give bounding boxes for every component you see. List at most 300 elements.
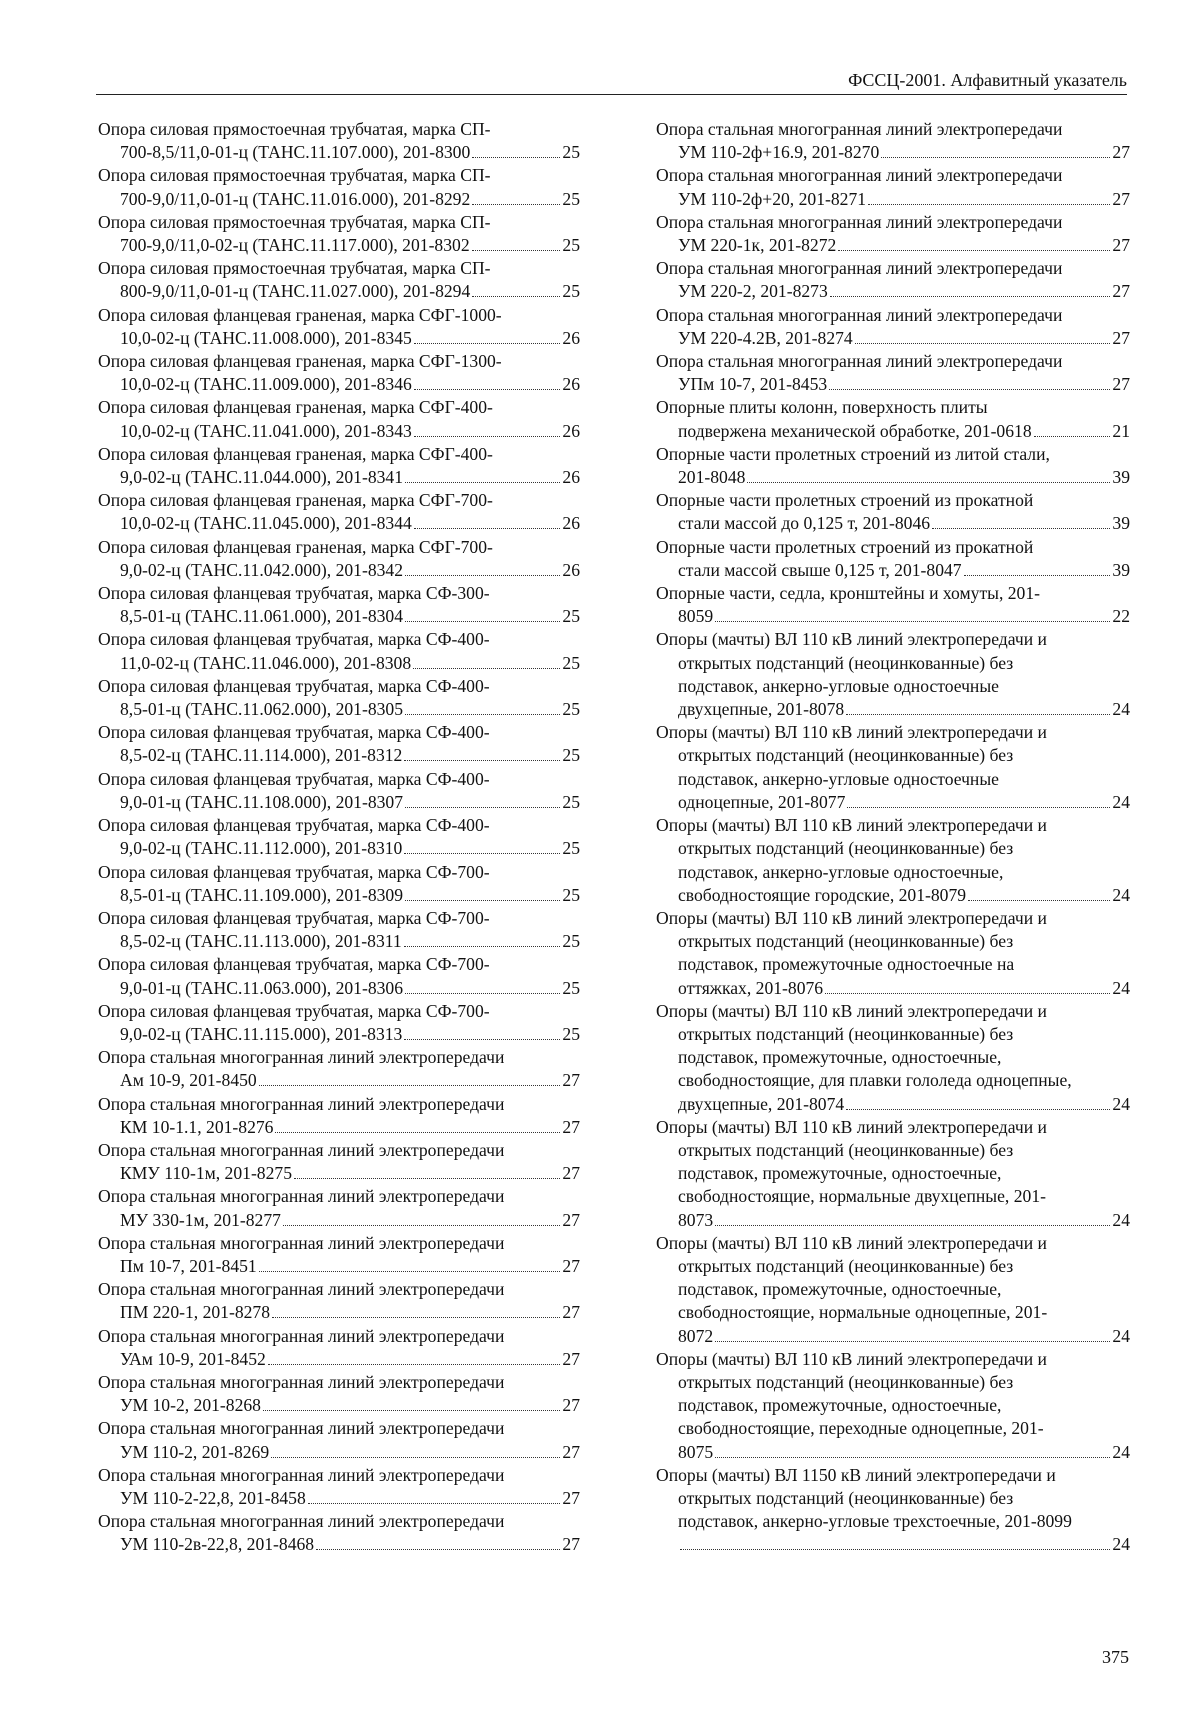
index-entry <box>98 675 580 721</box>
index-entry <box>98 628 580 674</box>
index-entry <box>656 814 1130 907</box>
entry-heading-line: Опора силовая фланцевая граненая, марка СФГ-700- <box>98 536 493 557</box>
dot-leader <box>275 1132 560 1133</box>
entry-continuation-line: свободностоящие, нормальные одноцепные, 201- <box>678 1302 1048 1323</box>
entry-reference: УМ 110-2ф+20, 201-8271 <box>678 188 867 209</box>
index-entry <box>98 304 580 350</box>
entry-page-number: 26 <box>562 374 580 395</box>
entry-reference: 800-9,0/11,0-01-ц (ТАНС.11.027.000), 201-8294 <box>120 281 471 302</box>
entry-page-number: 27 <box>562 1163 580 1184</box>
index-entry <box>656 1116 1130 1232</box>
dot-leader <box>404 946 561 947</box>
index-column-right <box>656 118 1130 1557</box>
dot-leader <box>830 296 1111 297</box>
entry-heading-line: Опорные части пролетных строений из прокатной <box>656 536 1034 557</box>
entry-heading-line: Опора силовая фланцевая трубчатая, марка СФ-400- <box>98 629 490 650</box>
entry-last-line <box>98 1533 580 1556</box>
entry-page-number: 27 <box>562 1302 580 1323</box>
entry-page-number: 27 <box>1112 235 1130 256</box>
entry-page-number: 26 <box>562 513 580 534</box>
dot-leader <box>294 1178 560 1179</box>
index-entry <box>98 1417 580 1463</box>
entry-reference: УМ 110-2, 201-8269 <box>120 1441 270 1462</box>
entry-heading-line: Опора силовая фланцевая граненая, марка СФГ-400- <box>98 397 493 418</box>
entry-page-number: 39 <box>1112 513 1130 534</box>
entry-continuation-line: открытых подстанций (неоцинкованные) без <box>678 1023 1014 1044</box>
entry-continuation-line: подставок, промежуточные, одностоечные, <box>678 1279 1002 1300</box>
entry-reference: УМ 10-2, 201-8268 <box>120 1395 261 1416</box>
entry-reference: УАм 10-9, 201-8452 <box>120 1348 266 1369</box>
entry-reference: 700-9,0/11,0-02-ц (ТАНС.11.117.000), 201-8302 <box>120 235 470 256</box>
entry-page-number: 25 <box>562 606 580 627</box>
index-entry <box>656 536 1130 582</box>
index-entry <box>98 1093 580 1139</box>
entry-heading-line: Опора силовая фланцевая трубчатая, марка СФ-700- <box>98 907 490 928</box>
index-entry <box>98 582 580 628</box>
entry-last-line <box>656 1325 1130 1348</box>
entry-reference: УМ 110-2в-22,8, 201-8468 <box>120 1534 315 1555</box>
entry-reference: УМ 220-4.2В, 201-8274 <box>678 327 853 348</box>
entry-last-line <box>98 1162 580 1185</box>
entry-reference: 10,0-02-ц (ТАНС.11.009.000), 201-8346 <box>120 374 412 395</box>
index-entry <box>656 628 1130 721</box>
entry-heading-line: Опора стальная многогранная линий электропередачи <box>98 1464 505 1485</box>
dot-leader <box>715 1341 1110 1342</box>
entry-heading-line: Опора стальная многогранная линий электропередачи <box>98 1139 505 1160</box>
entry-heading-line: Опора силовая прямостоечная трубчатая, марка СП- <box>98 211 491 232</box>
entry-page-number: 24 <box>1112 884 1130 905</box>
entry-heading-line: Опора силовая фланцевая трубчатая, марка СФ-700- <box>98 1000 490 1021</box>
entry-last-line <box>98 420 580 443</box>
index-entry <box>98 211 580 257</box>
entry-reference: 8059 <box>678 606 714 627</box>
entry-last-line <box>98 698 580 721</box>
entry-continuation-line: подставок, анкерно-угловые одностоечные, <box>678 861 1004 882</box>
entry-reference: УМ 220-1к, 201-8272 <box>678 235 837 256</box>
index-entry <box>98 953 580 999</box>
index-entry <box>656 1464 1130 1557</box>
entry-heading-line: Опорные плиты колонн, поверхность плиты <box>656 397 988 418</box>
entry-last-line <box>98 652 580 675</box>
entry-reference: УПм 10-7, 201-8453 <box>678 374 828 395</box>
entry-page-number: 27 <box>562 1441 580 1462</box>
entry-page-number: 25 <box>562 745 580 766</box>
entry-last-line <box>98 466 580 489</box>
entry-reference: 9,0-01-ц (ТАНС.11.063.000), 201-8306 <box>120 977 404 998</box>
entry-last-line <box>98 1023 580 1046</box>
entry-last-line <box>98 977 580 1000</box>
dot-leader <box>263 1410 560 1411</box>
entry-heading-line: Опорные части пролетных строений из литой стали, <box>656 443 1050 464</box>
entry-last-line <box>98 1394 580 1417</box>
entry-last-line <box>656 605 1130 628</box>
entry-page-number: 26 <box>562 467 580 488</box>
index-entry <box>98 350 580 396</box>
dot-leader <box>847 807 1110 808</box>
entry-last-line <box>98 1441 580 1464</box>
dot-leader <box>868 204 1110 205</box>
entry-continuation-line: открытых подстанций (неоцинкованные) без <box>678 1487 1014 1508</box>
entry-page-number: 25 <box>562 1023 580 1044</box>
entry-last-line <box>98 1255 580 1278</box>
entry-last-line <box>98 1348 580 1371</box>
entry-heading-line: Опора стальная многогранная линий электропередачи <box>98 1371 505 1392</box>
entry-heading-line: Опора силовая фланцевая граненая, марка СФГ-1000- <box>98 304 502 325</box>
entry-last-line <box>98 327 580 350</box>
index-entry <box>656 164 1130 210</box>
dot-leader <box>316 1549 560 1550</box>
entry-heading-line: Опора силовая фланцевая граненая, марка СФГ-1300- <box>98 351 502 372</box>
entry-reference: 8,5-02-ц (ТАНС.11.113.000), 201-8311 <box>120 931 402 952</box>
entry-heading-line: Опора стальная многогранная линий электропередачи <box>98 1186 505 1207</box>
entry-heading-line: Опоры (мачты) ВЛ 110 кВ линий электропередачи и <box>656 722 1047 743</box>
entry-page-number: 27 <box>1112 188 1130 209</box>
entry-last-line <box>656 512 1130 535</box>
entry-last-line <box>98 930 580 953</box>
entry-page-number: 24 <box>1112 1441 1130 1462</box>
entry-reference: двухцепные, 201-8074 <box>678 1093 845 1114</box>
dot-leader <box>968 900 1110 901</box>
entry-last-line <box>98 188 580 211</box>
entry-page-number: 25 <box>562 884 580 905</box>
entry-last-line <box>656 1093 1130 1116</box>
entry-reference: 201-8048 <box>678 467 746 488</box>
dot-leader <box>404 853 560 854</box>
entry-heading-line: Опора стальная многогранная линий электропередачи <box>98 1511 505 1532</box>
entry-heading-line: Опора стальная многогранная линий электропередачи <box>656 119 1063 139</box>
entry-reference: 9,0-02-ц (ТАНС.11.042.000), 201-8342 <box>120 559 404 580</box>
entry-reference: УМ 110-2ф+16.9, 201-8270 <box>678 142 880 163</box>
entry-continuation-line: открытых подстанций (неоцинкованные) без <box>678 745 1014 766</box>
dot-leader <box>405 807 560 808</box>
index-entry <box>98 164 580 210</box>
entry-reference: ПМ 220-1, 201-8278 <box>120 1302 271 1323</box>
entry-last-line <box>656 1441 1130 1464</box>
dot-leader <box>413 668 560 669</box>
dot-leader <box>472 157 560 158</box>
entry-page-number: 39 <box>1112 559 1130 580</box>
entry-last-line <box>98 234 580 257</box>
entry-heading-line: Опора стальная многогранная линий электропередачи <box>98 1232 505 1253</box>
entry-reference: двухцепные, 201-8078 <box>678 699 845 720</box>
dot-leader <box>259 1085 561 1086</box>
dot-leader <box>680 1549 1110 1550</box>
index-entry <box>656 489 1130 535</box>
index-entry <box>656 211 1130 257</box>
entry-reference: Пм 10-7, 201-8451 <box>120 1255 257 1276</box>
entry-reference: оттяжках, 201-8076 <box>678 977 824 998</box>
entry-reference: 8075 <box>678 1441 714 1462</box>
entry-last-line <box>656 280 1130 303</box>
entry-last-line <box>656 559 1130 582</box>
entry-page-number: 27 <box>1112 281 1130 302</box>
dot-leader <box>715 621 1110 622</box>
entry-continuation-line: свободностоящие, для плавки гололеда одноцепные, <box>678 1070 1072 1091</box>
entry-heading-line: Опора силовая прямостоечная трубчатая, марка СП- <box>98 119 491 139</box>
entry-last-line <box>656 420 1130 443</box>
index-entry <box>98 1325 580 1371</box>
entry-page-number: 21 <box>1112 420 1130 441</box>
entry-last-line <box>98 1209 580 1232</box>
entry-last-line <box>98 884 580 907</box>
entry-page-number: 25 <box>562 142 580 163</box>
entry-page-number: 27 <box>1112 327 1130 348</box>
dot-leader <box>472 204 560 205</box>
entry-last-line <box>98 1069 580 1092</box>
dot-leader <box>404 1039 560 1040</box>
entry-heading-line: Опора силовая фланцевая трубчатая, марка СФ-700- <box>98 954 490 975</box>
entry-last-line <box>656 791 1130 814</box>
entry-continuation-line: подставок, промежуточные, одностоечные, <box>678 1047 1002 1068</box>
entry-continuation-line: открытых подстанций (неоцинкованные) без <box>678 1371 1014 1392</box>
page-number: 375 <box>1102 1647 1129 1667</box>
dot-leader <box>414 343 561 344</box>
entry-last-line <box>656 373 1130 396</box>
entry-page-number: 25 <box>562 188 580 209</box>
entry-last-line <box>98 512 580 535</box>
entry-page-number: 26 <box>562 327 580 348</box>
index-entry <box>98 443 580 489</box>
index-entry <box>98 1278 580 1324</box>
entry-last-line <box>98 559 580 582</box>
entry-reference: 8073 <box>678 1209 714 1230</box>
dot-leader <box>846 714 1110 715</box>
entry-heading-line: Опорные части, седла, кронштейны и хомуты, 201- <box>656 583 1041 604</box>
entry-reference: УМ 220-2, 201-8273 <box>678 281 828 302</box>
dot-leader <box>855 343 1111 344</box>
entry-heading-line: Опора силовая прямостоечная трубчатая, марка СП- <box>98 258 491 279</box>
entry-page-number: 24 <box>1112 1209 1130 1230</box>
entry-reference: 9,0-02-ц (ТАНС.11.112.000), 201-8310 <box>120 838 403 859</box>
entry-heading-line: Опора стальная многогранная линий электропередачи <box>98 1093 505 1114</box>
entry-page-number: 22 <box>1112 606 1130 627</box>
entry-page-number: 25 <box>562 931 580 952</box>
dot-leader <box>405 482 560 483</box>
index-entry <box>656 118 1130 164</box>
dot-leader <box>414 389 561 390</box>
dot-leader <box>272 1317 560 1318</box>
dot-leader <box>964 575 1111 576</box>
entry-continuation-line: подставок, промежуточные, одностоечные, <box>678 1395 1002 1416</box>
entry-reference: 8,5-02-ц (ТАНС.11.114.000), 201-8312 <box>120 745 403 766</box>
entry-page-number: 27 <box>562 1348 580 1369</box>
entry-heading-line: Опоры (мачты) ВЛ 1150 кВ линий электропередачи и <box>656 1464 1056 1485</box>
entry-page-number: 27 <box>562 1255 580 1276</box>
dot-leader <box>404 760 560 761</box>
entry-heading-line: Опора стальная многогранная линий электропередачи <box>656 304 1063 325</box>
entry-heading-line: Опора стальная многогранная линий электропередачи <box>98 1279 505 1300</box>
dot-leader <box>271 1457 560 1458</box>
index-entry <box>656 1000 1130 1116</box>
dot-leader <box>405 575 560 576</box>
entry-continuation-line: открытых подстанций (неоцинкованные) без <box>678 931 1014 952</box>
entry-page-number: 24 <box>1112 1093 1130 1114</box>
index-entry <box>98 118 580 164</box>
entry-last-line <box>98 837 580 860</box>
entry-last-line <box>98 373 580 396</box>
index-entry <box>98 721 580 767</box>
entry-continuation-line: подставок, промежуточные одностоечные на <box>678 954 1015 975</box>
entry-heading-line: Опора силовая фланцевая трубчатая, марка СФ-300- <box>98 583 490 604</box>
entry-heading-line: Опоры (мачты) ВЛ 110 кВ линий электропередачи и <box>656 629 1047 650</box>
entry-reference: одноцепные, 201-8077 <box>678 791 846 812</box>
entry-reference: 8,5-01-ц (ТАНС.11.061.000), 201-8304 <box>120 606 404 627</box>
running-header <box>96 66 1127 95</box>
dot-leader <box>825 993 1110 994</box>
dot-leader <box>405 621 560 622</box>
entry-last-line <box>98 1487 580 1510</box>
entry-last-line <box>656 466 1130 489</box>
header-title: ФССЦ-2001. Алфавитный указатель <box>848 70 1127 90</box>
entry-continuation-line: подставок, анкерно-угловые одностоечные <box>678 675 999 696</box>
entry-last-line <box>98 280 580 303</box>
entry-reference: 9,0-02-ц (ТАНС.11.115.000), 201-8313 <box>120 1023 403 1044</box>
entry-page-number: 27 <box>562 1070 580 1091</box>
entry-page-number: 27 <box>562 1209 580 1230</box>
index-entry <box>656 1232 1130 1348</box>
entry-last-line <box>656 188 1130 211</box>
entry-reference: 11,0-02-ц (ТАНС.11.046.000), 201-8308 <box>120 652 412 673</box>
entry-heading-line: Опора силовая фланцевая граненая, марка СФГ-400- <box>98 443 493 464</box>
entry-continuation-line: открытых подстанций (неоцинкованные) без <box>678 652 1014 673</box>
entry-page-number: 39 <box>1112 467 1130 488</box>
entry-page-number: 27 <box>562 1487 580 1508</box>
index-entry <box>656 350 1130 396</box>
entry-heading-line: Опора стальная многогранная линий электропередачи <box>98 1418 505 1439</box>
entry-heading-line: Опора силовая фланцевая трубчатая, марка СФ-400- <box>98 675 490 696</box>
entry-reference: 8,5-01-ц (ТАНС.11.109.000), 201-8309 <box>120 884 404 905</box>
entry-reference: 10,0-02-ц (ТАНС.11.008.000), 201-8345 <box>120 327 412 348</box>
index-entry <box>656 721 1130 814</box>
entry-reference: УМ 110-2-22,8, 201-8458 <box>120 1487 306 1508</box>
entry-heading-line: Опора стальная многогранная линий электропередачи <box>98 1325 505 1346</box>
entry-reference: подвержена механической обработке, 201-0618 <box>678 420 1032 441</box>
entry-last-line <box>656 977 1130 1000</box>
entry-reference: стали массой свыше 0,125 т, 201-8047 <box>678 559 962 580</box>
entry-continuation-line: подставок, анкерно-угловые трехстоечные, 201-8099 <box>678 1511 1072 1532</box>
entry-heading-line: Опоры (мачты) ВЛ 110 кВ линий электропередачи и <box>656 815 1047 836</box>
entry-heading-line: Опора силовая фланцевая трубчатая, марка СФ-400- <box>98 722 490 743</box>
dot-leader <box>405 993 560 994</box>
index-entry <box>98 861 580 907</box>
entry-reference: 10,0-02-ц (ТАНС.11.045.000), 201-8344 <box>120 513 412 534</box>
entry-heading-line: Опора стальная многогранная линий электропередачи <box>656 351 1063 372</box>
entry-page-number: 25 <box>562 652 580 673</box>
dot-leader <box>472 296 560 297</box>
entry-heading-line: Опора стальная многогранная линий электропередачи <box>656 211 1063 232</box>
entry-reference: 9,0-02-ц (ТАНС.11.044.000), 201-8341 <box>120 467 404 488</box>
index-entry <box>98 1371 580 1417</box>
entry-page-number: 24 <box>1112 699 1130 720</box>
entry-last-line <box>98 141 580 164</box>
entry-page-number: 25 <box>562 235 580 256</box>
entry-reference: Ам 10-9, 201-8450 <box>120 1070 257 1091</box>
index-entry <box>98 814 580 860</box>
entry-heading-line: Опоры (мачты) ВЛ 110 кВ линий электропередачи и <box>656 1116 1047 1137</box>
entry-page-number: 25 <box>562 281 580 302</box>
entry-last-line <box>98 791 580 814</box>
dot-leader <box>715 1225 1110 1226</box>
entry-continuation-line: подставок, анкерно-угловые одностоечные <box>678 768 999 789</box>
index-entry <box>98 907 580 953</box>
entry-page-number: 25 <box>562 699 580 720</box>
entry-reference: 8,5-01-ц (ТАНС.11.062.000), 201-8305 <box>120 699 404 720</box>
entry-continuation-line: свободностоящие, нормальные двухцепные, 201- <box>678 1186 1046 1207</box>
entry-page-number: 24 <box>1112 1325 1130 1346</box>
index-entry <box>98 1000 580 1046</box>
entry-continuation-line: свободностоящие, переходные одноцепные, 201- <box>678 1418 1044 1439</box>
entry-page-number: 26 <box>562 420 580 441</box>
index-entry <box>98 1510 580 1556</box>
entry-page-number: 27 <box>1112 142 1130 163</box>
entry-continuation-line: подставок, промежуточные, одностоечные, <box>678 1163 1002 1184</box>
entry-heading-line: Опора стальная многогранная линий электропередачи <box>656 165 1063 186</box>
dot-leader <box>259 1271 561 1272</box>
dot-leader <box>414 528 561 529</box>
entry-reference: 700-8,5/11,0-01-ц (ТАНС.11.107.000), 201-8300 <box>120 142 471 163</box>
entry-heading-line: Опора силовая фланцевая трубчатая, марка СФ-400- <box>98 815 490 836</box>
entry-page-number: 27 <box>1112 374 1130 395</box>
dot-leader <box>405 900 560 901</box>
entry-reference: стали массой до 0,125 т, 201-8046 <box>678 513 931 534</box>
index-entry <box>656 443 1130 489</box>
dot-leader <box>414 436 561 437</box>
entry-last-line <box>98 605 580 628</box>
entry-page-number: 24 <box>1112 791 1130 812</box>
dot-leader <box>838 250 1110 251</box>
entry-last-line <box>656 1209 1130 1232</box>
dot-leader <box>932 528 1110 529</box>
entry-page-number: 27 <box>562 1116 580 1137</box>
entry-page-number: 24 <box>1112 977 1130 998</box>
index-entry <box>656 582 1130 628</box>
entry-page-number: 27 <box>562 1395 580 1416</box>
dot-leader <box>283 1225 560 1226</box>
dot-leader <box>472 250 561 251</box>
entry-heading-line: Опора силовая фланцевая граненая, марка СФГ-700- <box>98 490 493 511</box>
entry-reference: КМУ 110-1м, 201-8275 <box>120 1163 292 1184</box>
entry-heading-line: Опоры (мачты) ВЛ 110 кВ линий электропередачи и <box>656 1000 1047 1021</box>
dot-leader <box>405 714 560 715</box>
index-entry <box>98 1139 580 1185</box>
entry-last-line <box>656 1533 1130 1556</box>
index-entry <box>98 1232 580 1278</box>
entry-reference: 9,0-01-ц (ТАНС.11.108.000), 201-8307 <box>120 791 404 812</box>
entry-page-number: 24 <box>1112 1534 1130 1555</box>
dot-leader <box>715 1457 1110 1458</box>
entry-heading-line: Опора силовая фланцевая трубчатая, марка СФ-700- <box>98 861 490 882</box>
index-entry <box>656 257 1130 303</box>
index-entry <box>98 1046 580 1092</box>
index-column-left <box>98 118 580 1557</box>
dot-leader <box>268 1364 561 1365</box>
entry-reference: 8072 <box>678 1325 714 1346</box>
dot-leader <box>829 389 1110 390</box>
entry-heading-line: Опоры (мачты) ВЛ 110 кВ линий электропередачи и <box>656 1232 1047 1253</box>
entry-last-line <box>98 1301 580 1324</box>
index-entry <box>98 768 580 814</box>
entry-last-line <box>656 234 1130 257</box>
entry-last-line <box>656 884 1130 907</box>
entry-continuation-line: открытых подстанций (неоцинкованные) без <box>678 1255 1014 1276</box>
entry-last-line <box>98 1116 580 1139</box>
entry-heading-line: Опора стальная многогранная линий электропередачи <box>656 258 1063 279</box>
dot-leader <box>308 1503 561 1504</box>
index-entry <box>656 304 1130 350</box>
index-entry <box>98 1185 580 1231</box>
entry-heading-line: Опоры (мачты) ВЛ 110 кВ линий электропередачи и <box>656 907 1047 928</box>
entry-last-line <box>656 141 1130 164</box>
